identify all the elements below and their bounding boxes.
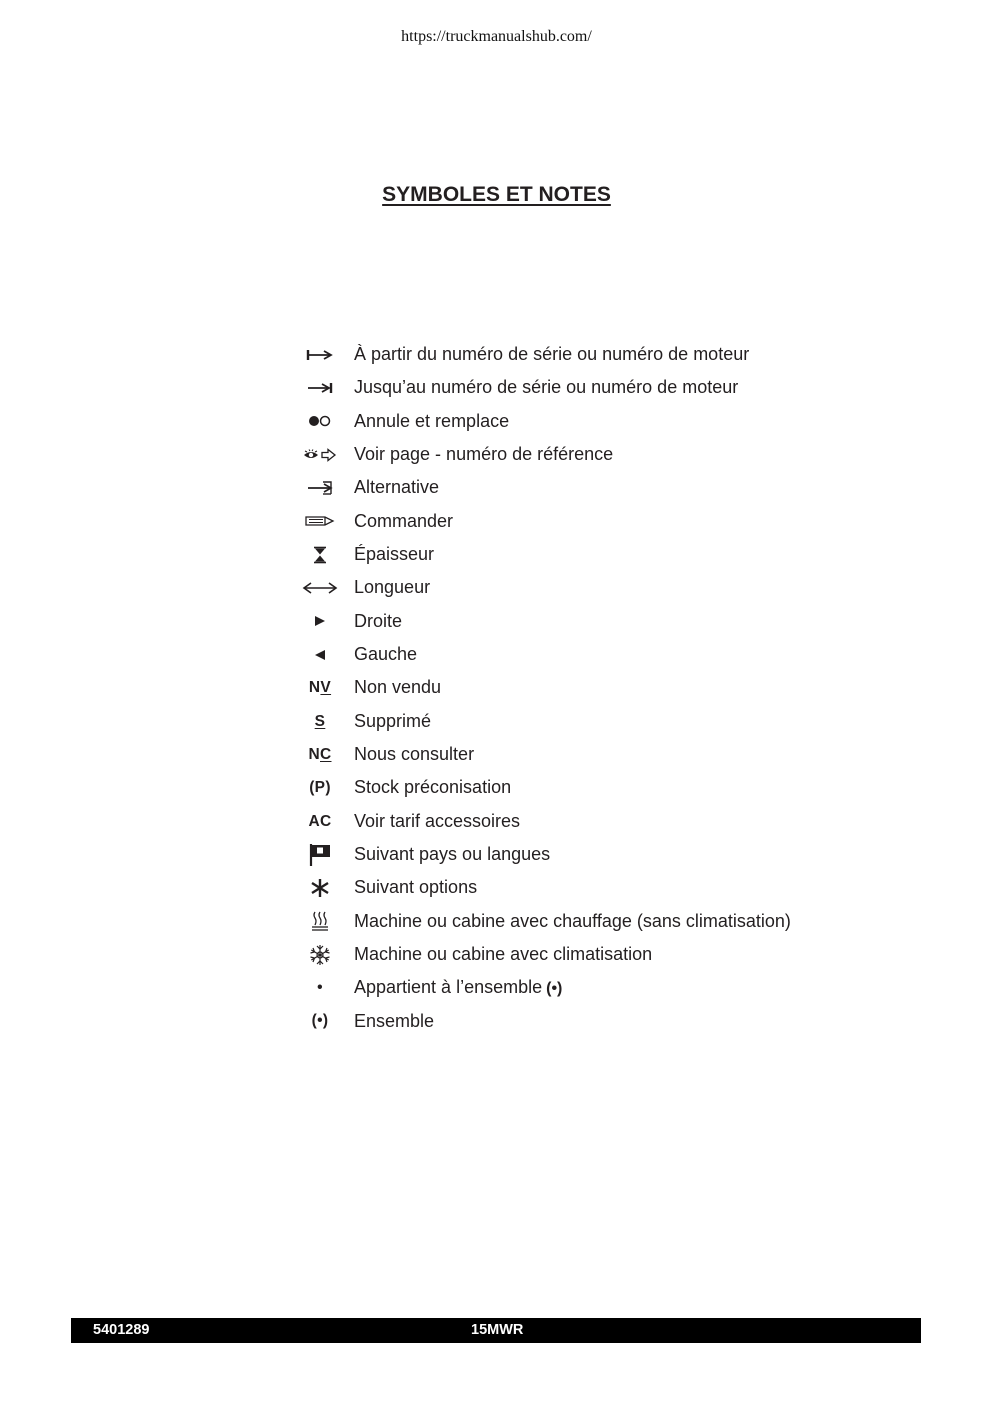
legend-row — [298, 671, 898, 704]
symbol-text: NV — [308, 679, 332, 697]
legend-row — [298, 538, 898, 571]
legend-row — [298, 905, 898, 938]
legend-label: Épaisseur — [354, 544, 435, 565]
nc-text-icon — [298, 740, 342, 770]
legend-label: Annule et remplace — [354, 410, 510, 431]
legend-label: Droite — [354, 610, 403, 631]
legend-row — [298, 505, 898, 538]
legend-row — [298, 738, 898, 771]
symbol-text: • — [317, 979, 323, 997]
legend-label: Suivant pays ou langues — [354, 844, 551, 865]
legend-row — [298, 705, 898, 738]
legend-label-text: Appartient à l’ensemble — [354, 977, 543, 998]
legend-label: Commander — [354, 510, 454, 531]
legend-label: Jusqu’au numéro de série ou numéro de moteur — [354, 377, 739, 398]
legend-row — [298, 638, 898, 671]
thickness-icon — [298, 540, 342, 570]
alternative-arrow-icon — [298, 473, 342, 503]
legend-label: Machine ou cabine avec climatisation — [354, 944, 653, 965]
legend-row — [298, 971, 898, 1004]
triangle-right-icon — [298, 606, 342, 636]
document-code: 5401289 — [93, 1322, 150, 1338]
legend-row — [298, 771, 898, 804]
bullet-in-parentheses-icon — [298, 1006, 342, 1036]
flag-icon — [298, 840, 342, 870]
legend-row — [298, 571, 898, 604]
legend-row — [298, 805, 898, 838]
legend-label: Voir tarif accessoires — [354, 810, 521, 831]
symbol-text: AC — [308, 812, 332, 830]
nv-text-icon — [298, 673, 342, 703]
ac-text-icon — [298, 806, 342, 836]
double-arrow-icon — [298, 573, 342, 603]
legend-row — [298, 471, 898, 504]
symbol-text: (•) — [311, 1012, 329, 1030]
legend-label: À partir du numéro de série ou numéro de moteur — [354, 344, 750, 365]
s-text-icon — [298, 706, 342, 736]
footer-bar — [71, 1318, 921, 1343]
legend-label — [354, 977, 562, 998]
arrow-from-bar-icon — [298, 340, 342, 370]
pencil-icon — [298, 506, 342, 536]
snowflake-icon — [298, 940, 342, 970]
legend-label: Nous consulter — [354, 744, 475, 765]
bullet-icon — [298, 973, 342, 1003]
symbol-text: NC — [308, 745, 332, 763]
legend-label: Voir page - numéro de référence — [354, 444, 614, 465]
inline-ensemble-symbol: (•) — [546, 980, 563, 998]
legend-row — [298, 338, 898, 371]
legend-label: Alternative — [354, 477, 440, 498]
filled-and-empty-circle-icon — [298, 406, 342, 436]
p-text-icon — [298, 773, 342, 803]
legend-label: Ensemble — [354, 1010, 435, 1031]
legend-row — [298, 405, 898, 438]
legend-row — [298, 438, 898, 471]
symbol-legend — [298, 338, 898, 1038]
legend-label: Supprimé — [354, 710, 432, 731]
asterisk-icon — [298, 873, 342, 903]
legend-row — [298, 605, 898, 638]
legend-row — [298, 371, 898, 404]
legend-row — [298, 938, 898, 971]
legend-row — [298, 1005, 898, 1038]
page-title: SYMBOLES ET NOTES — [382, 183, 611, 206]
legend-label: Non vendu — [354, 677, 442, 698]
symbol-text: (P) — [309, 779, 331, 797]
legend-label: Gauche — [354, 644, 418, 665]
symbol-text: S — [314, 712, 326, 730]
legend-label: Machine ou cabine avec chauffage (sans climatisation) — [354, 910, 791, 931]
legend-label: Longueur — [354, 577, 431, 598]
legend-label: Suivant options — [354, 877, 478, 898]
triangle-left-icon — [298, 640, 342, 670]
arrow-to-bar-icon — [298, 373, 342, 403]
eye-arrow-icon — [298, 440, 342, 470]
legend-row — [298, 871, 898, 904]
legend-label: Stock préconisation — [354, 777, 512, 798]
legend-row — [298, 838, 898, 871]
heating-icon — [298, 906, 342, 936]
header-url: https://truckmanualshub.com/ — [401, 28, 592, 45]
model-code: 15MWR — [471, 1322, 524, 1338]
